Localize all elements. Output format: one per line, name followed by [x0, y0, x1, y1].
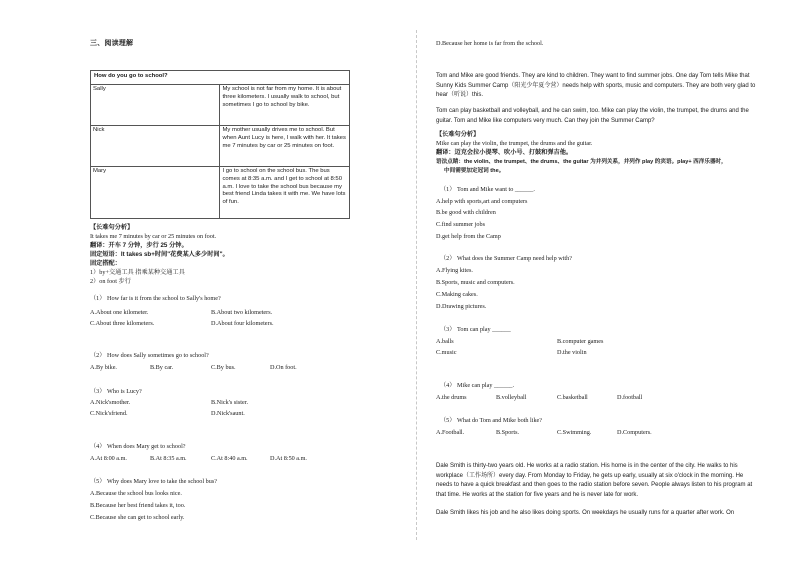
analysis-heading: 【长难句分析】 — [90, 224, 134, 231]
answer-option[interactable]: D.About four kilometers. — [211, 320, 274, 327]
answer-option[interactable]: B.Nick's sister. — [211, 399, 249, 406]
question-stem: （3） Tom can play ______ — [440, 326, 511, 333]
answer-option[interactable]: D.get help from the Camp — [436, 233, 501, 240]
answer-option[interactable]: B.About two kilometers. — [211, 309, 273, 316]
answer-option[interactable]: D.Computers. — [617, 429, 652, 436]
question-stem: （2） What does the Summer Camp need help with? — [440, 255, 572, 262]
answer-option[interactable]: B.be good with children — [436, 209, 496, 216]
row-text: I go to school on the school bus. The bus comes at 8:35 a.m. and I get to school at 8:50 a.m. I love to take the school bus because my best friend Linda takes it with me. We have lots of fun. — [220, 167, 350, 219]
table-heading: How do you go to school? — [91, 71, 350, 85]
analysis-note: 中间需要加定冠词 the。 — [444, 168, 505, 174]
answer-option[interactable]: C.Swimming. — [557, 429, 592, 436]
row-text: My school is not far from my home. It is about three kilometers. I usually walk to school, but sometimes I go to school by bike. — [220, 85, 350, 126]
answer-option[interactable]: C.basketball — [557, 394, 588, 401]
answer-option[interactable]: D.Because her home is far from the school. — [436, 40, 544, 47]
answer-option[interactable]: C.Because she can get to school early. — [90, 514, 185, 521]
question-stem: （5） What do Tom and Mike both like? — [440, 417, 543, 424]
answer-option[interactable]: A.balls — [436, 338, 454, 345]
answer-option[interactable]: C.find summer jobs — [436, 221, 485, 228]
analysis-sentence: It takes me 7 minutes by car or 25 minutes on foot. — [90, 233, 217, 240]
passage-paragraph: Dale Smith is thirty-two years old. He works at a radio station. His home is in the center of the city. He walks to his workplace（工作场所）every day. From Monday to Friday, he gets up early, usually at six o'clock in the morning. He needs to have a quick breakfast and then goes to the radio station before seven. People always listen to his program at that time. He works at the station for five years and he is never late for work. — [436, 463, 753, 498]
answer-option[interactable]: A.Flying kites. — [436, 267, 473, 274]
row-text: My mother usually drives me to school. But when Aunt Lucy is here, I walk with her. It takes me 7 minutes by car or 25 minutes on foot. — [220, 126, 350, 167]
passage-paragraph: Tom can play basketball and volleyball, and he can swim, too. Mike can play the violin, the trumpet, the drums and the guitar. Tom and Mike like computers very much. Can they join the Summer Camp? — [436, 108, 749, 124]
analysis-extension: 固定搭配： — [90, 260, 121, 267]
table-row — [91, 85, 350, 126]
passage-paragraph: Dale Smith likes his job and he also likes doing sports. On weekdays he usually runs for a quarter after work. On — [436, 510, 735, 516]
answer-option[interactable]: B.volleyball — [496, 394, 527, 401]
answer-option[interactable]: A.help with sports,art and computers — [436, 198, 528, 205]
row-name: Sally — [91, 85, 220, 126]
analysis-sentence: Mike can play the violin, the trumpet, the drums and the guitar. — [436, 140, 593, 147]
column-divider — [416, 30, 417, 540]
answer-option[interactable]: A.Because the school bus looks nice. — [90, 490, 182, 497]
table-row — [91, 126, 350, 167]
answer-option[interactable]: B.At 8:35 a.m. — [150, 455, 187, 462]
answer-option[interactable]: A.About one kilometer. — [90, 309, 149, 316]
answer-option[interactable]: B.Because her best friend takes it, too. — [90, 502, 186, 509]
answer-option[interactable]: C.Nick'sfriend. — [90, 410, 128, 417]
row-name: Nick — [91, 126, 220, 167]
analysis-translation: 翻译：迈克会拉小提琴、吹小号、打鼓和弹吉他。 — [436, 149, 573, 156]
answer-option[interactable]: A.the drums — [436, 394, 467, 401]
answer-option[interactable]: C.At 8:40 a.m. — [211, 455, 248, 462]
answer-option[interactable]: B.Sports. — [496, 429, 520, 436]
transport-table — [90, 70, 350, 219]
answer-option[interactable]: B.Sports, music and computers. — [436, 279, 515, 286]
analysis-structure: 固定短语：It takes sb+时间"花费某人多少时间"。 — [90, 251, 229, 258]
question-stem: （1） How far is it from the school to Sally's home? — [90, 295, 221, 302]
answer-option[interactable]: C.About three kilometers. — [90, 320, 155, 327]
analysis-heading: 【长难句分析】 — [436, 131, 480, 138]
table-row — [91, 167, 350, 219]
question-stem: （5） Why does Mary love to take the school bus? — [90, 478, 217, 485]
passage-paragraph: Tom and Mike are good friends. They are kind to children. They want to find summer jobs. One day Tom tells Mike that Sunny Kids Summer Camp（阳光少年夏令营）needs help with sports, music and computers. They are both very glad to hear（听说）this. — [436, 73, 756, 99]
table-header-row — [91, 71, 350, 85]
row-name: Mary — [91, 167, 220, 219]
answer-option[interactable]: C.music — [436, 349, 457, 356]
answer-option[interactable]: D.Drawing pictures. — [436, 303, 487, 310]
question-stem: （3） Who is Lucy? — [90, 388, 142, 395]
answer-option[interactable]: D.Nick'saunt. — [211, 410, 245, 417]
answer-option[interactable]: A.Football. — [436, 429, 465, 436]
answer-option[interactable]: B.By car. — [150, 364, 174, 371]
answer-option[interactable]: A.Nick'smother. — [90, 399, 131, 406]
answer-option[interactable]: A.By bike. — [90, 364, 117, 371]
question-stem: （2） How does Sally sometimes go to school? — [90, 352, 209, 359]
answer-option[interactable]: A.At 8:00 a.m. — [90, 455, 127, 462]
analysis-translation: 翻译：开车 7 分钟，步行 25 分钟。 — [90, 242, 188, 249]
answer-option[interactable]: D.At 8:50 a.m. — [270, 455, 307, 462]
question-stem: （1） Tom and Mike want to ______. — [440, 186, 535, 193]
question-stem: （4） When does Mary get to school? — [90, 443, 186, 450]
answer-option[interactable]: D.football — [617, 394, 643, 401]
answer-option[interactable]: D.the violin — [557, 349, 587, 356]
answer-option[interactable]: B.computer games — [557, 338, 604, 345]
answer-option[interactable]: D.On foot. — [270, 364, 297, 371]
analysis-item: 1）by+交通工具 指乘某种交通工具 — [90, 269, 185, 276]
analysis-item: 2）on foot 步行 — [90, 278, 131, 285]
analysis-note: 语法点睛：the violin、the trumpet、the drums、the guitar 为并列关系，并列作 play 的宾语。play+ 西洋乐器时， — [436, 159, 727, 165]
question-stem: （4） Mike can play ______. — [440, 382, 515, 389]
answer-option[interactable]: C.By bus. — [211, 364, 236, 371]
section-title: 三、阅读理解 — [90, 40, 134, 47]
answer-option[interactable]: C.Making cakes. — [436, 291, 478, 298]
